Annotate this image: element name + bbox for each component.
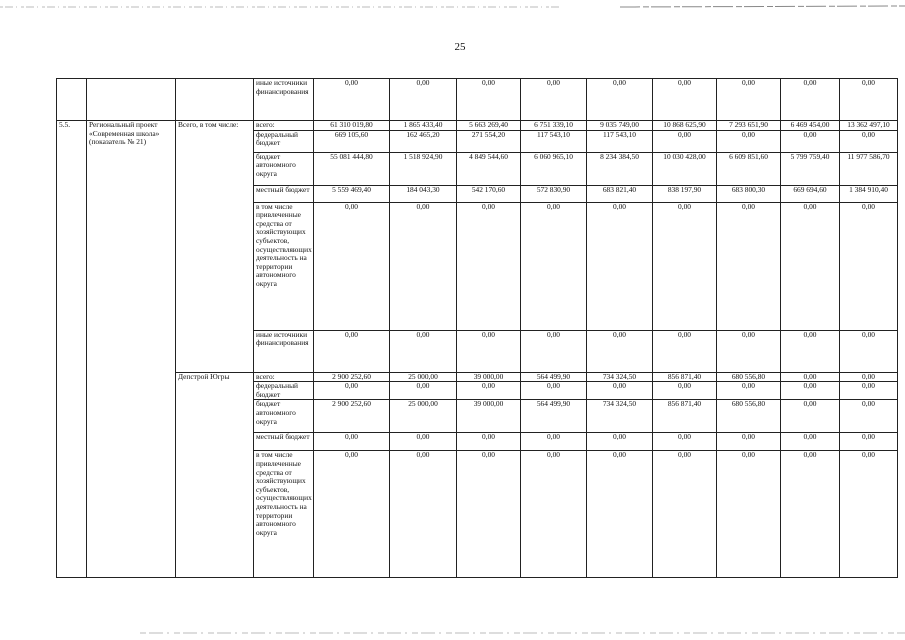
amount-value: 542 170,60 — [471, 185, 506, 194]
amount-cell — [717, 121, 781, 131]
amount-cell — [314, 152, 390, 185]
amount-cell — [521, 433, 587, 451]
amount-cell — [653, 121, 717, 131]
scan-edge-bottom — [0, 630, 905, 636]
amount-value: 39 000,00 — [473, 399, 504, 409]
amount-value: 669 105,60 — [334, 130, 369, 139]
amount-cell — [457, 433, 521, 451]
executor-cell: Депстрой Югры — [176, 372, 254, 578]
amount-cell — [840, 202, 898, 330]
amount-cell — [653, 185, 717, 202]
amount-value: 0,00 — [613, 202, 626, 211]
amount-cell — [457, 400, 521, 433]
amount-value: 1 865 433,40 — [403, 120, 443, 129]
source-cell: местный бюджет — [254, 433, 314, 451]
amount-value: 572 830,90 — [536, 185, 571, 194]
amount-value: 13 362 497,10 — [847, 120, 890, 129]
amount-value: 683 800,30 — [731, 185, 766, 194]
amount-value: 0,00 — [803, 130, 817, 139]
amount-cell — [521, 79, 587, 121]
amount-value: 0,00 — [862, 78, 875, 87]
amount-cell — [717, 152, 781, 185]
amount-cell — [587, 382, 653, 400]
amount-value: 1 384 910,40 — [849, 185, 888, 194]
amount-cell — [457, 185, 521, 202]
amount-cell — [314, 382, 390, 400]
amount-cell — [521, 202, 587, 330]
project-cell — [87, 79, 176, 121]
amount-value: 564 499,90 — [536, 372, 571, 381]
amount-value: 0,00 — [547, 381, 560, 391]
amount-value: 0,00 — [678, 450, 691, 460]
amount-cell — [653, 433, 717, 451]
amount-cell — [587, 185, 653, 202]
amount-cell — [521, 185, 587, 202]
amount-value: 0,00 — [742, 78, 755, 87]
amount-value: 6 609 851,60 — [729, 152, 768, 161]
amount-cell — [314, 372, 390, 382]
amount-value: 55 081 444,80 — [330, 152, 373, 161]
amount-cell — [521, 400, 587, 433]
amount-value: 0,00 — [345, 202, 358, 211]
source-cell: всего: — [254, 372, 314, 382]
amount-cell — [717, 451, 781, 578]
amount-cell — [653, 130, 717, 152]
amount-value: 0,00 — [678, 202, 691, 211]
amount-value: 0,00 — [862, 450, 875, 460]
amount-cell — [717, 372, 781, 382]
source-cell: иные источники финансирования — [254, 330, 314, 372]
amount-cell — [457, 130, 521, 152]
amount-cell — [521, 382, 587, 400]
amount-value: 0,00 — [803, 202, 817, 211]
amount-value: 0,00 — [416, 450, 430, 460]
amount-cell — [587, 79, 653, 121]
source-cell: местный бюджет — [254, 185, 314, 202]
amount-value: 0,00 — [678, 381, 691, 391]
amount-cell — [653, 152, 717, 185]
amount-value: 0,00 — [613, 432, 626, 442]
amount-value: 0,00 — [345, 78, 358, 87]
amount-cell — [457, 372, 521, 382]
amount-cell — [314, 121, 390, 131]
amount-value: 734 324,50 — [602, 399, 637, 409]
amount-cell — [653, 372, 717, 382]
amount-value: 162 465,20 — [406, 130, 440, 139]
amount-value: 0,00 — [803, 330, 817, 339]
amount-value: 0,00 — [345, 450, 358, 460]
source-cell: бюджет автономного округа — [254, 400, 314, 433]
amount-value: 0,00 — [416, 381, 430, 391]
amount-cell — [457, 202, 521, 330]
amount-cell — [314, 185, 390, 202]
amount-cell — [314, 433, 390, 451]
amount-value: 0,00 — [547, 450, 560, 460]
amount-cell — [781, 400, 840, 433]
amount-value: 4 849 544,60 — [469, 152, 508, 161]
amount-cell — [390, 451, 457, 578]
amount-cell — [314, 79, 390, 121]
amount-value: 2 900 252,60 — [332, 399, 371, 409]
amount-value: 0,00 — [862, 202, 875, 211]
amount-cell — [653, 79, 717, 121]
project-code: 5.5. — [57, 121, 87, 578]
amount-cell — [390, 130, 457, 152]
amount-value: 856 871,40 — [667, 399, 702, 409]
amount-cell — [840, 433, 898, 451]
amount-cell — [717, 202, 781, 330]
amount-value: 1 518 924,90 — [403, 152, 443, 161]
amount-value: 0,00 — [862, 330, 875, 339]
amount-cell — [717, 382, 781, 400]
amount-value: 0,00 — [862, 381, 875, 391]
amount-cell — [521, 451, 587, 578]
amount-value: 0,00 — [482, 381, 495, 391]
amount-cell — [781, 185, 840, 202]
amount-cell — [840, 130, 898, 152]
amount-cell — [587, 433, 653, 451]
source-cell: федеральный бюджет — [254, 382, 314, 400]
amount-cell — [781, 79, 840, 121]
amount-value: 0,00 — [862, 399, 875, 409]
amount-cell — [521, 121, 587, 131]
amount-value: 0,00 — [742, 450, 755, 460]
amount-value: 0,00 — [862, 432, 875, 442]
amount-cell — [521, 372, 587, 382]
amount-value: 0,00 — [482, 432, 495, 442]
amount-cell — [781, 202, 840, 330]
amount-cell — [840, 121, 898, 131]
amount-cell — [521, 152, 587, 185]
amount-cell — [781, 433, 840, 451]
page-number: 25 — [454, 41, 466, 53]
amount-value: 0,00 — [345, 432, 358, 442]
amount-cell — [314, 400, 390, 433]
table-row — [57, 79, 898, 121]
amount-value: 0,00 — [742, 202, 755, 211]
amount-value: 0,00 — [547, 432, 560, 442]
amount-value: 0,00 — [613, 330, 626, 339]
amount-value: 25 000,00 — [408, 399, 438, 409]
amount-cell — [587, 400, 653, 433]
amount-cell — [587, 330, 653, 372]
amount-value: 184 043,30 — [406, 185, 440, 194]
amount-cell — [521, 330, 587, 372]
amount-cell — [840, 330, 898, 372]
amount-value: 0,00 — [547, 330, 560, 339]
amount-value: 0,00 — [613, 381, 626, 391]
amount-value: 117 543,10 — [537, 130, 570, 139]
amount-cell — [314, 330, 390, 372]
budget-table — [56, 78, 898, 578]
amount-value: 0,00 — [803, 450, 817, 460]
amount-value: 0,00 — [345, 381, 358, 391]
amount-value: 680 556,80 — [731, 399, 766, 409]
source-cell: в том числе привлеченные средства от хозяйствующих субъектов, осуществляющих деятельность на территории автономного округа — [254, 451, 314, 578]
amount-value: 6 751 339,10 — [534, 120, 573, 129]
amount-value: 0,00 — [862, 372, 875, 381]
amount-value: 9 035 749,00 — [600, 120, 639, 129]
amount-cell — [840, 372, 898, 382]
amount-value: 6 469 454,00 — [790, 120, 830, 129]
amount-value: 0,00 — [482, 78, 495, 87]
amount-value: 669 694,60 — [793, 185, 827, 194]
amount-value: 61 310 019,80 — [330, 120, 373, 129]
amount-value: 0,00 — [482, 330, 495, 339]
amount-cell — [653, 330, 717, 372]
amount-cell — [653, 451, 717, 578]
amount-value: 0,00 — [416, 78, 430, 87]
amount-value: 8 234 384,50 — [600, 152, 639, 161]
amount-value: 0,00 — [416, 202, 430, 211]
amount-value: 0,00 — [416, 330, 430, 339]
amount-cell — [840, 400, 898, 433]
amount-value: 564 499,90 — [536, 399, 571, 409]
amount-cell — [457, 330, 521, 372]
amount-value: 0,00 — [742, 330, 755, 339]
amount-cell — [840, 79, 898, 121]
amount-cell — [390, 382, 457, 400]
amount-cell — [314, 130, 390, 152]
amount-cell — [457, 152, 521, 185]
table-row — [57, 121, 898, 131]
amount-cell — [457, 451, 521, 578]
source-cell: в том числе привлеченные средства от хозяйствующих субъектов, осуществляющих деятельность на территории автономного округа — [254, 202, 314, 330]
amount-cell — [717, 433, 781, 451]
amount-value: 5 663 269,40 — [469, 120, 508, 129]
amount-cell — [717, 400, 781, 433]
amount-cell — [390, 202, 457, 330]
amount-cell — [717, 185, 781, 202]
amount-value: 0,00 — [482, 450, 495, 460]
amount-value: 117 543,10 — [603, 130, 636, 139]
amount-cell — [840, 451, 898, 578]
amount-value: 0,00 — [678, 130, 691, 139]
amount-value: 838 197,90 — [667, 185, 702, 194]
code-cell — [57, 79, 87, 121]
amount-cell — [653, 202, 717, 330]
amount-value: 734 324,50 — [602, 372, 637, 381]
amount-cell — [457, 79, 521, 121]
amount-value: 0,00 — [678, 78, 691, 87]
amount-cell — [717, 79, 781, 121]
amount-value: 0,00 — [803, 78, 817, 87]
amount-cell — [314, 451, 390, 578]
amount-cell — [587, 130, 653, 152]
amount-value: 10 030 428,00 — [663, 152, 706, 161]
amount-cell — [390, 330, 457, 372]
amount-cell — [587, 202, 653, 330]
amount-cell — [390, 433, 457, 451]
amount-value: 5 799 759,40 — [790, 152, 830, 161]
source-cell: всего: — [254, 121, 314, 131]
amount-cell — [390, 185, 457, 202]
amount-cell — [521, 130, 587, 152]
executor-cell — [176, 79, 254, 121]
project-name: Региональный проект «Современная школа» (показатель № 21) — [87, 121, 176, 578]
amount-cell — [587, 451, 653, 578]
amount-value: 0,00 — [803, 381, 817, 391]
amount-cell — [781, 372, 840, 382]
amount-cell — [781, 330, 840, 372]
amount-value: 0,00 — [742, 432, 755, 442]
amount-cell — [390, 121, 457, 131]
amount-value: 856 871,40 — [667, 372, 702, 381]
amount-value: 0,00 — [803, 432, 817, 442]
amount-value: 2 900 252,60 — [332, 372, 371, 381]
amount-value: 0,00 — [547, 202, 560, 211]
amount-value: 0,00 — [613, 450, 626, 460]
amount-cell — [781, 121, 840, 131]
amount-value: 0,00 — [678, 432, 691, 442]
amount-value: 0,00 — [482, 202, 495, 211]
amount-value: 10 868 625,90 — [663, 120, 706, 129]
amount-value: 0,00 — [345, 330, 358, 339]
amount-value: 0,00 — [803, 399, 817, 409]
amount-value: 0,00 — [742, 381, 755, 391]
amount-value: 0,00 — [742, 130, 755, 139]
amount-cell — [314, 202, 390, 330]
amount-value: 271 554,20 — [471, 130, 506, 139]
amount-value: 0,00 — [862, 130, 875, 139]
amount-cell — [653, 400, 717, 433]
amount-value: 7 293 651,90 — [729, 120, 768, 129]
amount-cell — [390, 152, 457, 185]
amount-cell — [781, 130, 840, 152]
amount-value: 0,00 — [613, 78, 626, 87]
amount-cell — [717, 330, 781, 372]
amount-cell — [390, 400, 457, 433]
amount-value: 0,00 — [416, 432, 430, 442]
amount-value: 683 821,40 — [602, 185, 637, 194]
amount-cell — [587, 372, 653, 382]
amount-cell — [587, 152, 653, 185]
amount-cell — [781, 382, 840, 400]
scan-edge-top — [0, 4, 905, 10]
amount-value: 0,00 — [547, 78, 560, 87]
amount-cell — [457, 382, 521, 400]
amount-cell — [840, 152, 898, 185]
amount-cell — [653, 382, 717, 400]
amount-value: 39 000,00 — [473, 372, 504, 381]
amount-cell — [781, 451, 840, 578]
amount-cell — [781, 152, 840, 185]
source-cell: иные источники финансирования — [254, 79, 314, 121]
amount-value: 0,00 — [678, 330, 691, 339]
amount-cell — [840, 382, 898, 400]
amount-value: 680 556,80 — [731, 372, 766, 381]
amount-value: 11 977 586,70 — [847, 152, 890, 161]
amount-cell — [840, 185, 898, 202]
source-cell: федеральный бюджет — [254, 130, 314, 152]
amount-value: 0,00 — [803, 372, 817, 381]
executor-cell: Всего, в том числе: — [176, 121, 254, 373]
source-cell: бюджет автономного округа — [254, 152, 314, 185]
amount-value: 5 559 469,40 — [332, 185, 371, 194]
amount-cell — [717, 130, 781, 152]
amount-cell — [390, 372, 457, 382]
table-row — [57, 372, 898, 382]
amount-cell — [390, 79, 457, 121]
amount-cell — [457, 121, 521, 131]
amount-value: 6 060 965,10 — [534, 152, 573, 161]
amount-cell — [587, 121, 653, 131]
amount-value: 25 000,00 — [408, 372, 438, 381]
